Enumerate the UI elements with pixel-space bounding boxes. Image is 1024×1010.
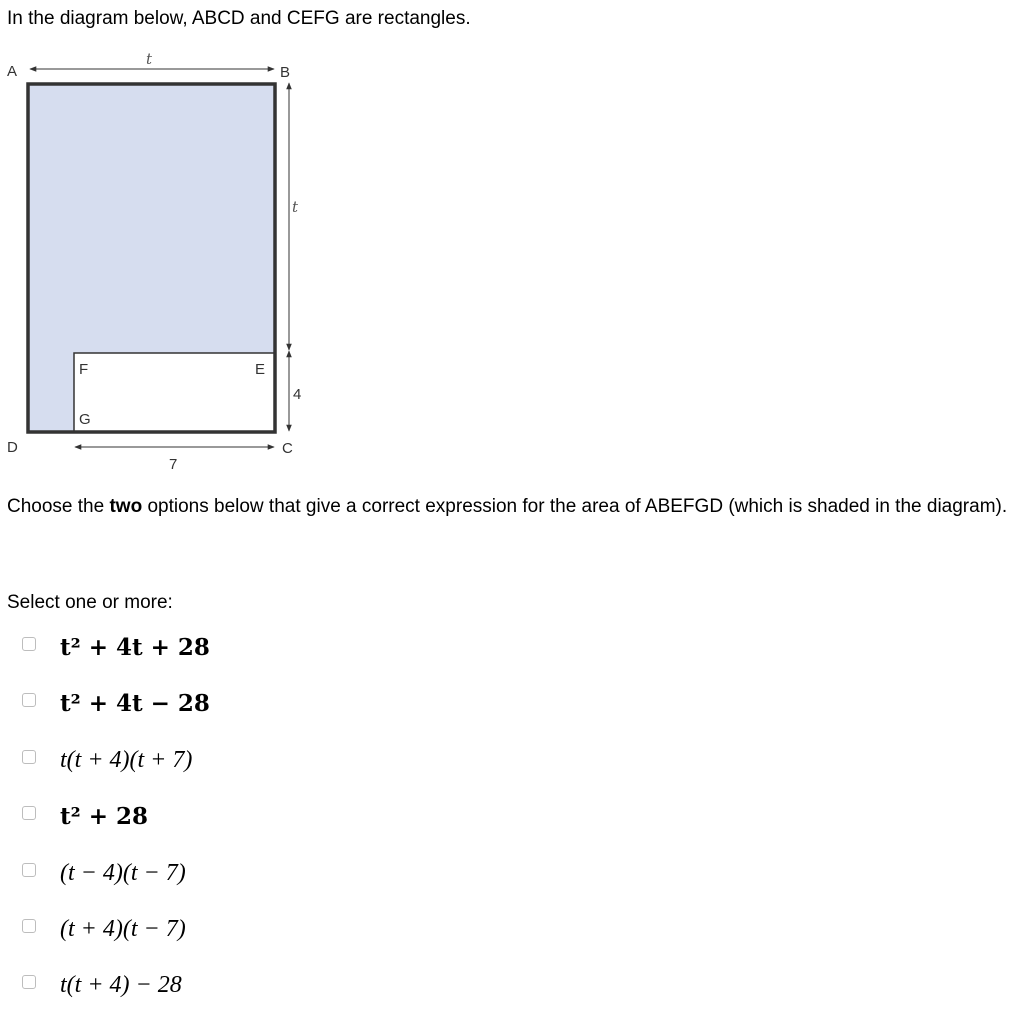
- question-intro: In the diagram below, ABCD and CEFG are rectangles.: [7, 8, 471, 29]
- option-4-checkbox[interactable]: [22, 806, 36, 820]
- label-f: F: [79, 361, 89, 378]
- label-b: B: [280, 64, 291, 81]
- rectangle-diagram: [0, 45, 320, 475]
- option-6[interactable]: [22, 911, 422, 947]
- top-dimension-label: t: [146, 50, 153, 68]
- option-5-checkbox[interactable]: [22, 863, 36, 877]
- option-3-checkbox[interactable]: [22, 750, 36, 764]
- option-5[interactable]: [22, 855, 422, 891]
- option-2-label: t² + 4t − 28: [60, 689, 210, 717]
- option-3[interactable]: [22, 742, 422, 778]
- label-a: A: [7, 63, 18, 80]
- option-2[interactable]: [22, 685, 422, 721]
- option-5-label: (t − 4)(t − 7): [60, 859, 186, 886]
- option-4[interactable]: [22, 798, 422, 834]
- option-4-label: t² + 28: [60, 802, 148, 830]
- option-6-checkbox[interactable]: [22, 919, 36, 933]
- option-1-checkbox[interactable]: [22, 637, 36, 651]
- option-7[interactable]: [22, 967, 422, 1003]
- label-d: D: [7, 439, 18, 456]
- label-c: C: [282, 440, 293, 457]
- option-7-label: t(t + 4) − 28: [60, 971, 182, 998]
- bottom-dimension-label: 7: [169, 456, 178, 473]
- label-e: E: [255, 361, 266, 378]
- option-7-checkbox[interactable]: [22, 975, 36, 989]
- option-3-label: t(t + 4)(t + 7): [60, 746, 193, 773]
- rectangle-cefg: [74, 353, 275, 432]
- select-prompt: Select one or more:: [7, 592, 173, 613]
- right-lower-dimension-label: 4: [293, 386, 302, 403]
- option-6-label: (t + 4)(t − 7): [60, 915, 186, 942]
- label-g: G: [79, 411, 91, 428]
- right-upper-dimension-label: t: [292, 198, 299, 216]
- option-1[interactable]: [22, 629, 422, 665]
- question-text: Choose the two options below that give a correct expression for the area of ABEFGD (which is shaded in the diagram).: [7, 496, 1008, 517]
- option-2-checkbox[interactable]: [22, 693, 36, 707]
- option-1-label: t² + 4t + 28: [60, 633, 210, 661]
- emphasis-two: two: [109, 496, 143, 517]
